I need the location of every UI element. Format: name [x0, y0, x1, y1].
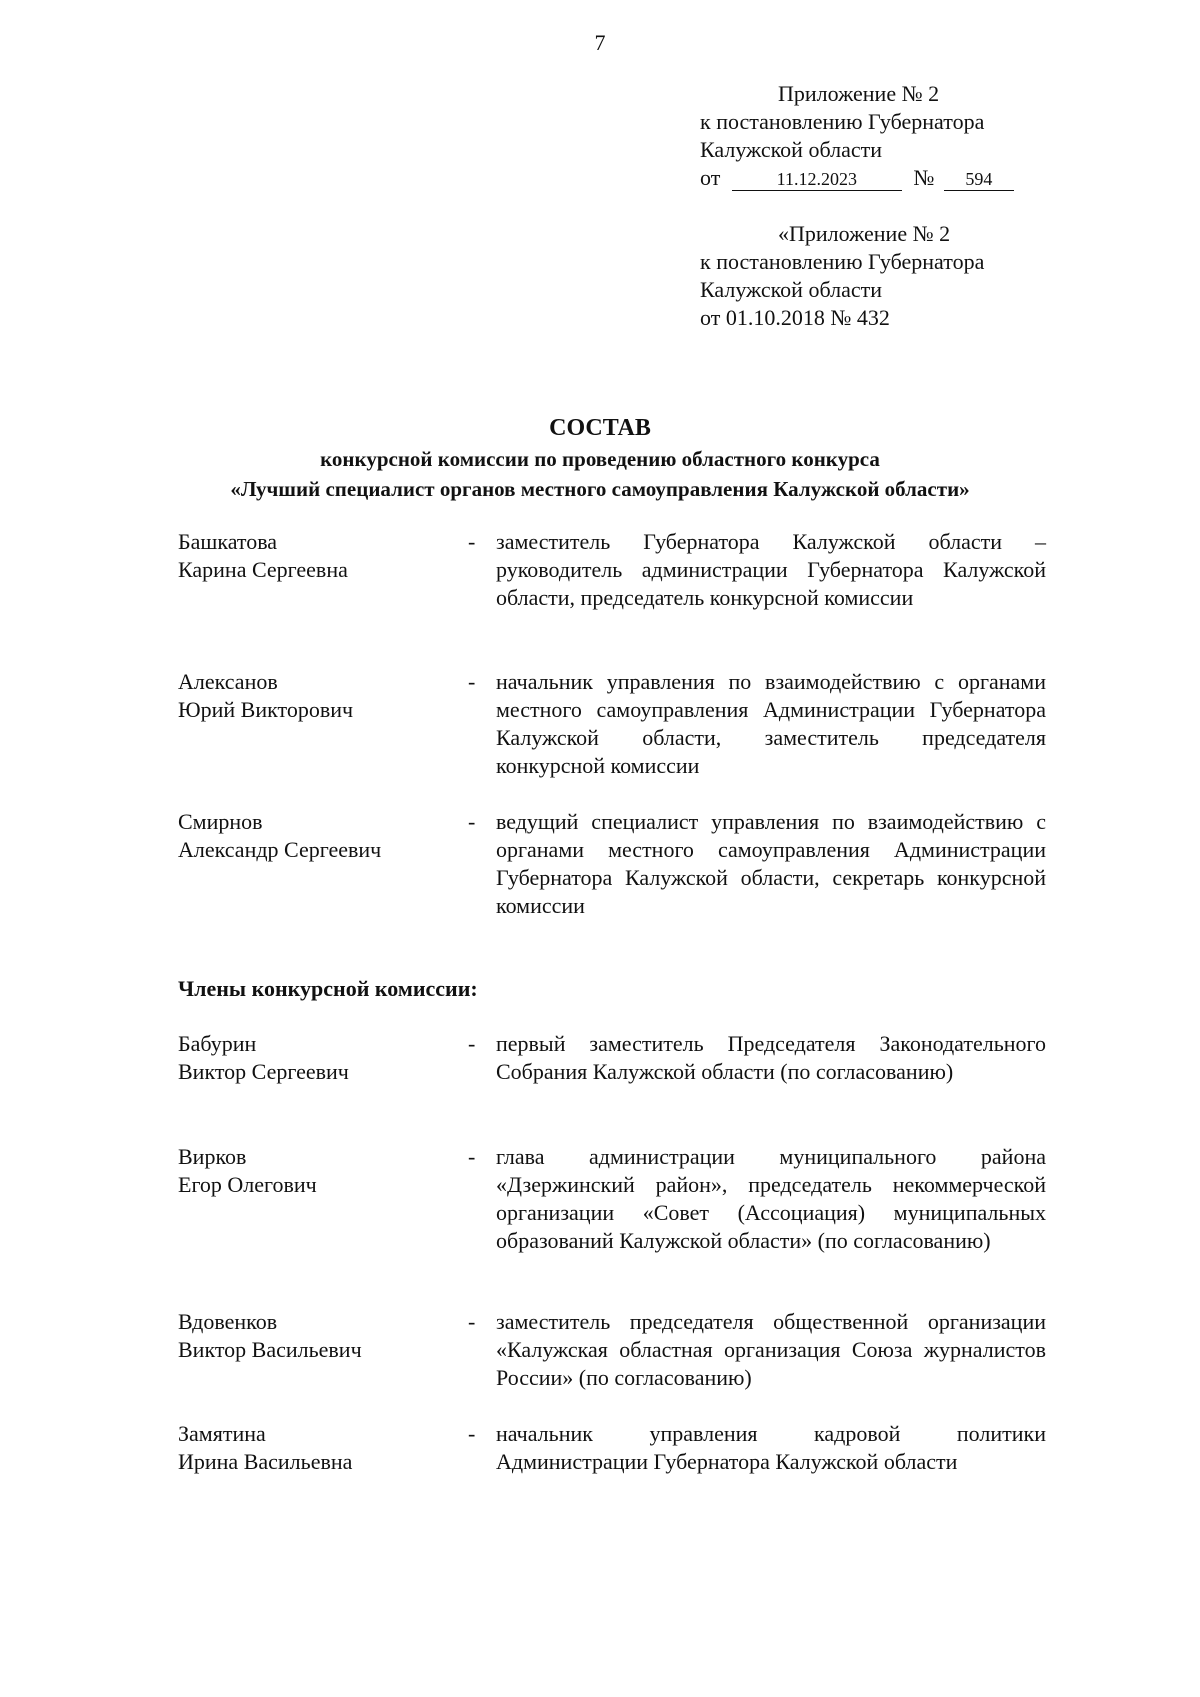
- appendix-original-reference: к постановлению Губернатора: [700, 249, 985, 274]
- member-name: [178, 668, 458, 724]
- appendix-original-title: «Приложение № 2: [778, 221, 951, 246]
- document-subtitle: конкурсной комиссии по проведению областного конкурса: [320, 447, 880, 471]
- member-name: [178, 1308, 458, 1364]
- member-name: [178, 808, 458, 864]
- dash-separator: -: [468, 1031, 476, 1056]
- dash-separator: -: [468, 1421, 476, 1446]
- member-given-name: Виктор Васильевич: [178, 1337, 362, 1362]
- appendix-original-region: Калужской области: [700, 277, 882, 302]
- member-surname: Смирнов: [178, 809, 263, 834]
- member-given-name: Ирина Васильевна: [178, 1449, 353, 1474]
- member-role: начальник управления по взаимодействию с органами местного самоуправления Администрации Губернатора Калужской области, заместитель председателя конкурсной комиссии: [496, 669, 1046, 778]
- document-title: СОСТАВ: [549, 415, 651, 441]
- appendix-region: Калужской области: [700, 137, 882, 162]
- dash-separator: -: [468, 529, 476, 554]
- members-heading: Члены конкурсной комиссии:: [178, 976, 478, 1001]
- member-role: начальник управления кадровой политики Администрации Губернатора Калужской области: [496, 1421, 1046, 1474]
- appendix-original-date: от 01.10.2018 № 432: [700, 305, 890, 330]
- contest-name: «Лучший специалист органов местного самоуправления Калужской области»: [230, 477, 970, 501]
- dash-separator: -: [468, 1144, 476, 1169]
- number-field: 594: [944, 168, 1014, 191]
- member-role: заместитель председателя общественной организации «Калужская областная организация Союза журналистов России» (по согласованию): [496, 1309, 1046, 1390]
- appendix-date-line: [700, 164, 1014, 192]
- date-field: 11.12.2023: [732, 168, 902, 191]
- page-number: 7: [594, 30, 606, 55]
- dash-separator: -: [468, 1309, 476, 1334]
- member-name: [178, 1420, 458, 1476]
- member-surname: Вдовенков: [178, 1309, 278, 1334]
- member-given-name: Карина Сергеевна: [178, 557, 348, 582]
- member-surname: Вирков: [178, 1144, 247, 1169]
- member-name: [178, 1030, 458, 1086]
- member-surname: Замятина: [178, 1421, 266, 1446]
- appendix-current: [700, 80, 1014, 192]
- member-role: ведущий специалист управления по взаимодействию с органами местного самоуправления Администрации Губернатора Калужской области, секретарь конкурсной комиссии: [496, 809, 1046, 918]
- number-sign: №: [913, 165, 935, 190]
- member-given-name: Виктор Сергеевич: [178, 1059, 349, 1084]
- dash-separator: -: [468, 809, 476, 834]
- member-surname: Бабурин: [178, 1031, 257, 1056]
- member-name: [178, 1143, 458, 1199]
- dash-separator: -: [468, 669, 476, 694]
- appendix-title: Приложение № 2: [778, 81, 940, 106]
- appendix-original: [700, 220, 984, 332]
- member-given-name: Егор Олегович: [178, 1172, 317, 1197]
- appendix-reference: к постановлению Губернатора: [700, 109, 985, 134]
- member-role: глава администрации муниципального района «Дзержинский район», председатель некоммерческой организации «Совет (Ассоциация) муниципальных образований Калужской области» (по согласованию): [496, 1144, 1046, 1253]
- date-prefix: от: [700, 165, 721, 190]
- member-given-name: Юрий Викторович: [178, 697, 354, 722]
- member-given-name: Александр Сергеевич: [178, 837, 382, 862]
- member-role: заместитель Губернатора Калужской области – руководитель администрации Губернатора Калужской области, председатель конкурсной комиссии: [496, 529, 1046, 610]
- document-heading: [0, 412, 1200, 504]
- member-role: первый заместитель Председателя Законодательного Собрания Калужской области (по согласованию): [496, 1031, 1046, 1084]
- member-name: [178, 528, 458, 584]
- member-surname: Башкатова: [178, 529, 278, 554]
- member-surname: Алексанов: [178, 669, 278, 694]
